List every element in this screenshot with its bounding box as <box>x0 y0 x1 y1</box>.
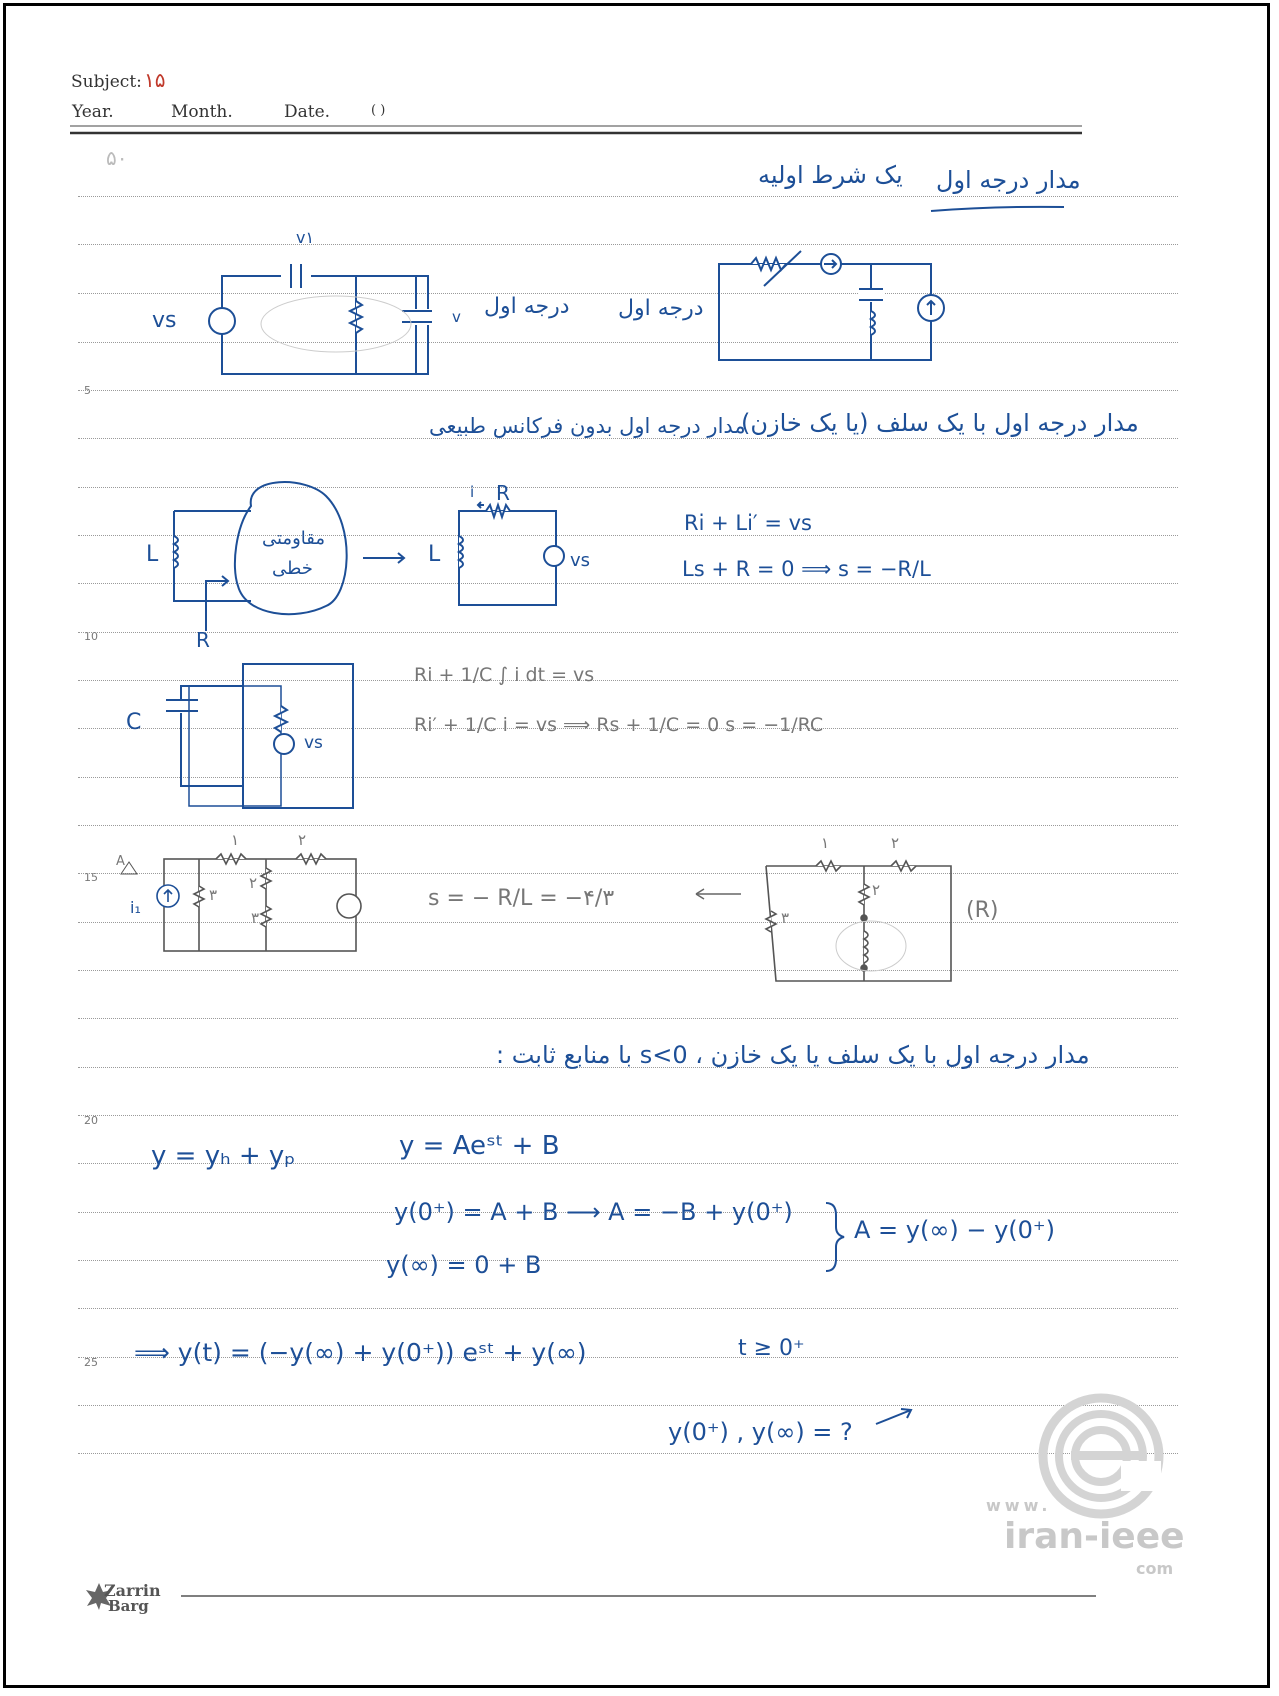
circuit1-source-label: vs <box>152 308 177 333</box>
corner-note: ۵۰ <box>106 146 128 170</box>
rl-current-label: i <box>470 483 475 501</box>
example-equation: s = − R/L = −۴/۳ <box>428 886 615 911</box>
watermark-site: iran-ieee <box>1004 1516 1185 1557</box>
rc-equation-1: Ri + 1/C ∫ i dt = vs <box>414 664 595 686</box>
example-result: (R) <box>966 898 999 923</box>
example-r-label: ۱ <box>231 831 240 849</box>
rc-source-label: vs <box>304 733 323 753</box>
example-r-label: ۳ <box>251 909 260 927</box>
example-current-source: i₁ <box>130 898 141 917</box>
eq-infinity: y(∞) = 0 + B <box>386 1251 542 1279</box>
example-result-r-label: ۱ <box>821 834 830 852</box>
eq-condition: t ≥ 0⁺ <box>738 1336 805 1361</box>
circuit1-cap-voltage: v <box>452 308 461 326</box>
eq-y-sum: y = yₕ + yₚ <box>151 1141 296 1171</box>
subject-value: ۱۵ <box>144 68 166 92</box>
rl-box-line1: مقاومتی <box>262 528 325 549</box>
rl-source-label: vs <box>570 550 591 571</box>
circuit-rc-source <box>209 264 432 374</box>
subject-label: Subject: <box>71 72 142 92</box>
example-result-r-label: ۲ <box>891 834 900 852</box>
year-label: Year. <box>72 102 114 122</box>
example-marker: A <box>116 854 125 869</box>
section3-title: مدار درجه اول با یک سلف یا یک خازن ، s<0 با منابع ثابت : <box>496 1041 1090 1069</box>
date-value: ( ) <box>371 103 386 118</box>
eq-solution: y = Aeˢᵗ + B <box>399 1131 560 1161</box>
circuit-rc-box <box>156 664 353 808</box>
watermark-www: www. <box>986 1496 1052 1515</box>
rl-box-line2: خطی <box>272 558 313 579</box>
line-number: 20 <box>84 1114 98 1127</box>
circuit-example-right <box>766 861 951 981</box>
eq-A: A = y(∞) − y(0⁺) <box>854 1216 1055 1244</box>
rc-equation-2: Ri′ + 1/C i = vs ⟹ Rs + 1/C = 0 s = −1/RC <box>414 714 824 736</box>
line-number: 10 <box>84 630 98 643</box>
rl-inductor-label: L <box>146 542 159 567</box>
line-number: 15 <box>84 871 98 884</box>
month-label: Month. <box>171 102 233 122</box>
circuit1-label: درجه اول <box>484 294 570 319</box>
rc-cap-label: C <box>126 710 142 735</box>
eq-initial: y(0⁺) = A + B ⟶ A = −B + y(0⁺) <box>394 1198 793 1226</box>
circuit-example-left <box>121 854 361 951</box>
section2-subtitle: مدار درجه اول بدون فرکانس طبیعی <box>429 414 746 438</box>
rl-equation-1: Ri + Li′ = vs <box>684 511 812 535</box>
rl-equiv-inductor: L <box>428 542 441 567</box>
example-result-r-label: ۲ <box>872 881 881 899</box>
eq-question: y(0⁺) , y(∞) = ? <box>668 1418 853 1446</box>
circuit2-label: درجه اول <box>618 296 704 321</box>
circuit-first-order-2 <box>719 251 944 360</box>
iran-ieee-watermark <box>986 1391 1206 1681</box>
watermark-com: com <box>1136 1559 1174 1578</box>
circuit1-cap-top: v۱ <box>296 228 315 247</box>
date-label: Date. <box>284 102 331 122</box>
eq-final: ⟹ y(t) = (−y(∞) + y(0⁺)) eˢᵗ + y(∞) <box>134 1338 587 1367</box>
section1-subtitle: یک شرط اولیه <box>758 161 903 189</box>
zarrin-barg-logo: Zarrin Barg <box>84 1581 179 1621</box>
notebook-page <box>3 3 1270 1688</box>
example-r-label: ۲ <box>249 874 258 892</box>
example-r-label: ۳ <box>209 886 218 904</box>
line-number: 25 <box>84 1356 98 1369</box>
section2-title: مدار درجه اول با یک سلف (یا یک خازن) <box>741 409 1139 437</box>
line-number: 5 <box>84 384 91 397</box>
rl-resistor-pointer: R <box>196 628 210 652</box>
rl-resistor-label: R <box>496 481 510 505</box>
example-result-r-label: ۳ <box>781 909 790 927</box>
example-r-label: ۲ <box>298 831 307 849</box>
section1-title: مدار درجه اول <box>936 166 1081 194</box>
rl-equation-2: Ls + R = 0 ⟹ s = −R/L <box>682 557 931 581</box>
